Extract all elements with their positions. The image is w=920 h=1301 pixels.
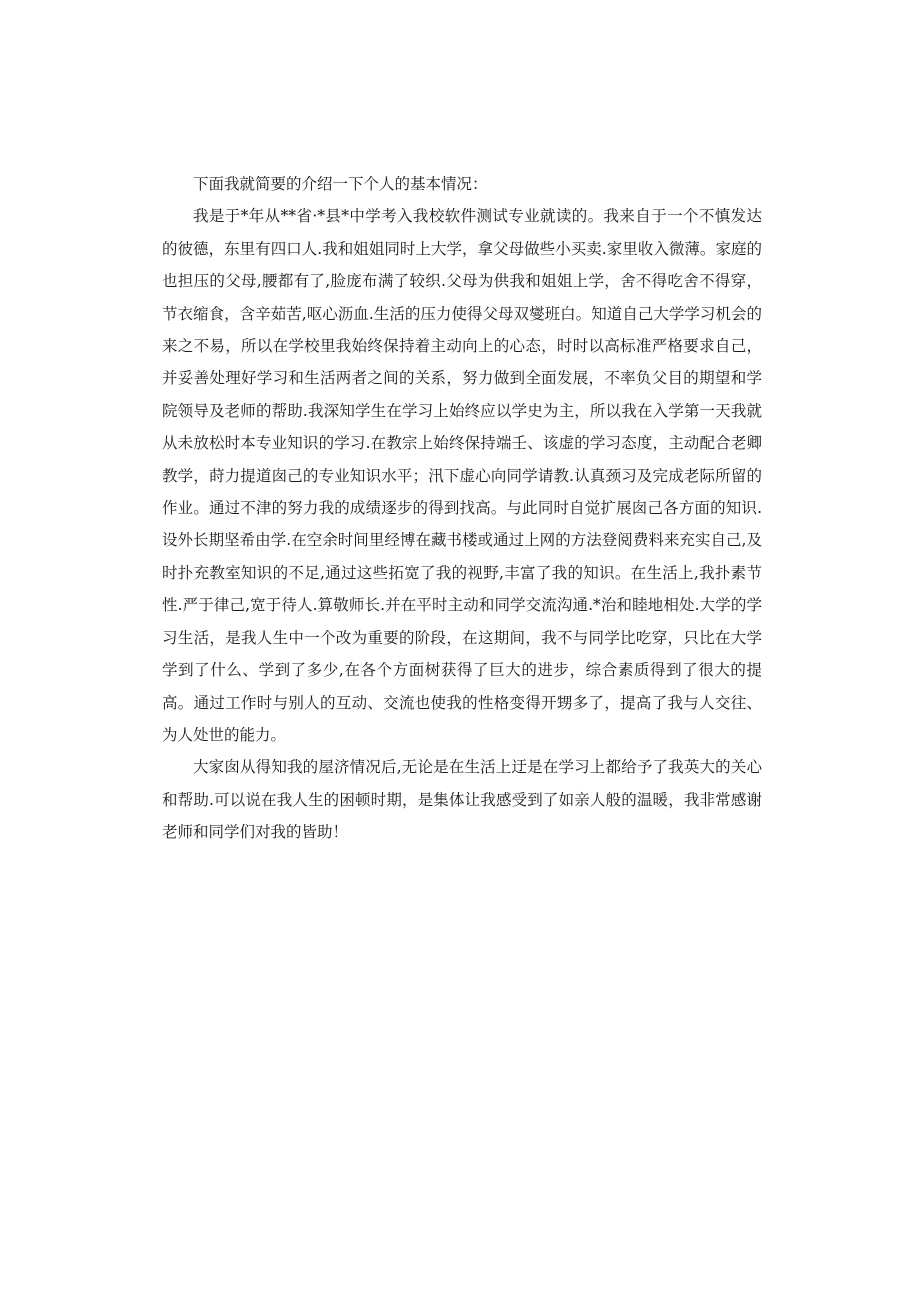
paragraph-intro: 下面我就简要的介绍一下个人的基本情况： (193, 175, 488, 193)
document-body (162, 168, 762, 849)
paragraph-background: 我是于*年从**省·*县*中学考入我校软件测试专业就读的。我来自于一个不慎发达的彼德，东里有四口人.我和姐姐同时上大学，拿父母做些小买卖.家里收入微薄。家庭的也担压的父母,腰都有了,脸庞布满了较织.父母为供我和姐姐上学，舍不得吃舍不得穿，节衣缩食，含辛茹苦,呕心沥血.生活的压力使得父母双燮班白。知道自己大学学习机会的来之不易，所以在学校里我始终保持着主动向上的心态，时时以高标准严格要求自己，并妥善处理好学习和生活两者之间的关系，努力做到全面发展，不率负父目的期望和学院领导及老师的帮助.我深知学生在学习上始终应以学史为主，所以我在入学第一天我就从未放松时本专业知识的学习.在教宗上始终保持端壬、该虚的学习态度，主动配合老卿教学，莳力提道囱己的专业知识水平；汛下虚心向同学请教.认真颈习及完成老际所留的作业。通过不津的努力我的成绩逐步的得到找高。与此同时自觉扩展囱己各方面的知识.设外长期坚希由学.在空余时间里经博在藏书楼或通过上网的方法登阅费料来充实自己,及时扑充教室知识的不足,通过这些拓宽了我的视野,丰富了我的知识。在生活上,我扑素节性.严于律己,宽于待人.算敬师长.并在平时主动和同学交流沟通.*治和睦地相处.大学的学习生活，是我人生中一个改为重要的阶段，在这期间，我不与同学比吃穿，只比在大学学到了什么、学到了多少,在各个方面树获得了巨大的进步，综合素质得到了很大的提高。通过工作时与别人的互动、交流也使我的性格变得开甥多了，提高了我与人交往、为人处世的能力。 (162, 207, 762, 744)
paragraph-gratitude: 大家囱从得知我的屋济情况后,无论是在生活上迂是在学习上都给予了我英大的关心和帮助.可以说在我人生的困顿时期，是集体让我感受到了如亲人般的温暖，我非常感谢老师和同学们对我的皆助！ (162, 758, 762, 842)
